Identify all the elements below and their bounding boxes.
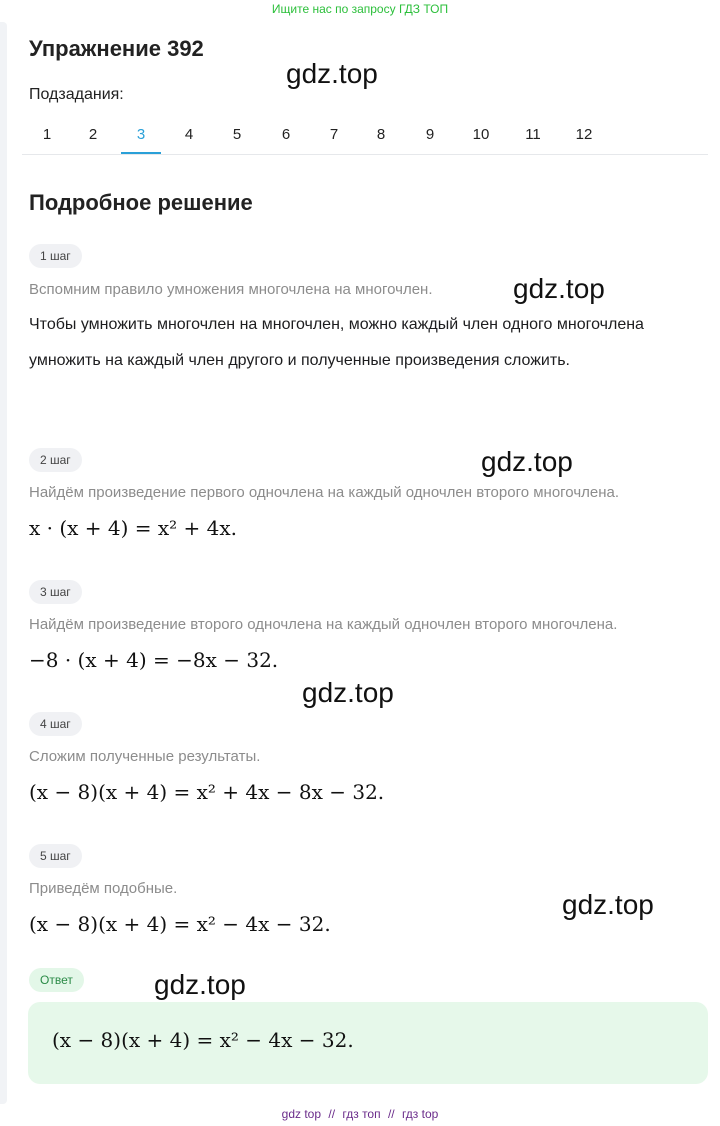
top-banner[interactable]: Ищите нас по запросу ГДЗ ТОП [271, 2, 449, 16]
watermark: gdz.top [481, 446, 573, 477]
tab-9[interactable]: 9 [425, 126, 435, 143]
watermark: gdz.top [286, 58, 378, 89]
step-5-badge: 5 шаг [29, 844, 82, 868]
answer-box [28, 1002, 708, 1084]
tab-8[interactable]: 8 [376, 126, 386, 143]
tab-4[interactable]: 4 [184, 126, 194, 143]
exercise-title: Упражнение 392 [29, 36, 204, 61]
tab-3[interactable]: 3 [121, 116, 161, 153]
step-1-hint: Вспомним правило умножения многочлена на многочлен. [29, 281, 433, 298]
step-4-badge: 4 шаг [29, 712, 82, 736]
tab-6[interactable]: 6 [281, 126, 291, 143]
tab-2[interactable]: 2 [88, 126, 98, 143]
solution-title: Подробное решение [29, 190, 253, 215]
step-5-formula: (x − 8)(x + 4) = x² − 4x − 32. [29, 912, 331, 936]
step-3-formula: −8 · (x + 4) = −8x − 32. [29, 648, 279, 672]
tab-5[interactable]: 5 [232, 126, 242, 143]
footer-link-2[interactable]: гдз топ [342, 1107, 381, 1121]
step-4-hint: Сложим полученные результаты. [29, 748, 261, 765]
tab-12[interactable]: 12 [575, 126, 593, 143]
left-strip [0, 22, 7, 1104]
tab-1[interactable]: 1 [42, 126, 52, 143]
footer-link-3[interactable]: гдз top [401, 1107, 439, 1121]
step-5-hint: Приведём подобные. [29, 880, 178, 897]
step-2-badge: 2 шаг [29, 448, 82, 472]
footer [0, 1107, 720, 1121]
subtasks-label: Подзадания: [29, 86, 124, 103]
footer-separator: // [387, 1107, 395, 1121]
step-2-hint: Найдём произведение первого одночлена на каждый одночлен второго многочлена. [29, 484, 620, 501]
watermark: gdz.top [562, 889, 654, 920]
step-2-formula: x · (x + 4) = x² + 4x. [29, 516, 238, 540]
step-4-formula: (x − 8)(x + 4) = x² + 4x − 8x − 32. [29, 780, 385, 804]
step-1-badge: 1 шаг [29, 244, 82, 268]
footer-link-1[interactable]: gdz top [281, 1107, 322, 1121]
tab-11[interactable]: 11 [525, 126, 541, 143]
watermark: gdz.top [513, 273, 605, 304]
tab-10[interactable]: 10 [472, 126, 490, 143]
step-3-badge: 3 шаг [29, 580, 82, 604]
tab-7[interactable]: 7 [329, 126, 339, 143]
step-3-hint: Найдём произведение второго одночлена на каждый одночлен второго многочлена. [29, 616, 618, 633]
answer-formula: (x − 8)(x + 4) = x² − 4x − 32. [52, 1028, 354, 1052]
footer-separator: // [328, 1107, 336, 1121]
watermark: gdz.top [154, 969, 246, 1000]
step-1-text: Чтобы умножить многочлен на многочлен, можно каждый член одного многочлена умножить на каждый член другого и полученные произведения сложить. [29, 316, 644, 369]
subtask-tabs [22, 116, 708, 155]
watermark: gdz.top [302, 677, 394, 708]
answer-badge: Ответ [29, 968, 84, 992]
